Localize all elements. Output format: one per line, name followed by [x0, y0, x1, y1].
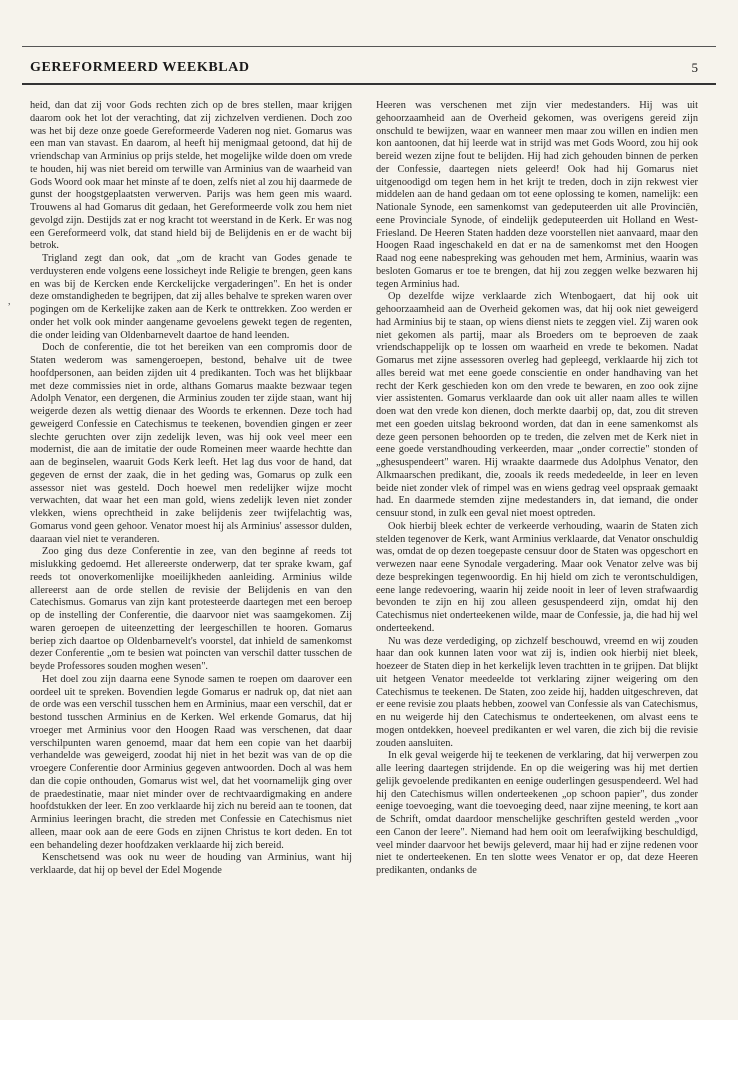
paragraph: Het doel zou zijn daarna eene Synode samen te roepen om daarover een oordeel uit te spreken. Bovendien legde Gomarus er nadruk op, dat niet aan de orde was een verschil tusschen hem en Arminius, maar een verschil, dat er bestond tusschen Arminius en de Kerken. Wel erkende Gomarus, dat hij vroeger met Arminius voor den Hoogen Raad was verschenen, dat daar verschilpunten waren genoemd, maar dat hem een copie van het daarbij verhandelde was geweigerd, zoodat hij niet in het bezit was van de op die vroegere Conferentie door Arminius gegeven antwoorden. Doch al was hem dan die copie onthouden, Gomarus wist wel, dat het voornamelijk ging over de praedestinatie, maar niet minder over de rechtvaardigmaking en andere hoofdstukken der leer. En zoo verklaarde hij zich nu bereid aan te toonen, dat Arminius leeringen bracht, die streden met Confessie en Catechismus niet alleen, maar ook aan de eere Gods en zijnen Christus te kort deden. En tot een behandeling dezer hoofdzaken verklaarde hij zich bereid.	[30, 673, 352, 851]
paragraph: Op dezelfde wijze verklaarde zich Wtenbogaert, dat hij ook uit gehoorzaamheid aan de Overheid gekomen was, dat hij ook niet geweigerd had Arminius bij te staan, op wiens dienst niets te zeggen viel. Zij waren ook niet gekomen als partij, maar als Broeders om te beproeven de zaak vriendschappelijk op te lossen om waarheid en vrede te bekomen. Nadat Gomarus met zijne assessoren overleg had gepleegd, verklaarde hij zich tot alles bereid wat met eene goede conscientie en onder handhaving van het recht der Kerk geschieden kon om den vrede te bewaren, en zoo ook zijne vier assistenten. Gomarus verklaarde dan ook uit aller naam alles te willen doen wat den vrede kon dienen, doch merkte daarbij op, dat, zou dit streven met een goeden uitslag bekroond worden, dat dan in eene samenkomst als deze geen personen behoorden op te treden, die zelven met de Kerk niet in eene goede verstandhouding verkeerden, maar „onder correctie" stonden of „ghesuspendeert" waren. Hij wraakte daarmede dus Adolphus Venator, den Alkmaarschen predikant, die, zooals ik reeds mededeelde, in leer en leven beide niet zonder vlek of rimpel was en wiens gedrag veel opspraak gemaakt had. En daarmede stemden zijne medestanders in, dat iemand, die onder censuur stond, in zulk een geval niet moest optreden.	[376, 291, 698, 519]
paragraph: Doch de conferentie, die tot het bereiken van een compromis door de Staten wederom was samengeroepen, bestond, behalve uit de twee hoofdpersonen, aan beiden zijden uit 4 predikanten. Toch was het blijkbaar met deze commissies niet in orde, althans Gomarus maakte bezwaar tegen Adolph Venator, een dergenen, die Arminius zouden ter zijde staan, want hij weigerde dezen als wettig dienaar des Woords te erkennen. Deze toch had geweigerd Confessie en Catechismus te teekenen, bovendien gingen er zeer slechte geruchten over zijn zedelijk leven, was hij ook veel meer een modernist, die aan de imitatie der oude Romeinen meer waarde hechtte dan aan de beginselen, waaruit Gods Kerk leeft. Het lag dus voor de hand, dat gegeven de ernst der zaak, die in het geding was, Gomarus op zulk een assessor niet was gesteld. Doch hoewel men redelijker wijze mocht verwachten, dat waar het een man gold, wiens zedelijk leven niet zonder vlekken, wiens oprechtheid in zake belijdenis zeer twijfelachtig was, Gomarus vond geen gehoor. Venator moest hij als Arminius' assessor dulden, daaraan viel niet te veranderen.	[30, 342, 352, 545]
left-column	[30, 100, 352, 878]
right-column	[376, 100, 698, 878]
paragraph: Trigland zegt dan ook, dat „om de kracht van Godes genade te verduysteren ende volgens eene lossicheyt inde Religie te brengen, geen kans en was bij de Kercken ende Kerckelijcke vergaderingen". En het is onder deze omstandigheden te begrijpen, dat zij alles behalve te spreken waren over pogingen om de Kerkelijke zaken aan de Kerk te onttrekken. Zoo werden er onder het volk ook minder aangename gevoelens gewekt tegen de regenten, die onder leiding van Oldenbarnevelt daartoe de hand leenden.	[30, 253, 352, 341]
page-title: GEREFORMEERD WEEKBLAD	[30, 60, 250, 75]
paragraph: Kenschetsend was ook nu weer de houding van Arminius, want hij verklaarde, dat hij op bevel der Edel Mogende	[30, 852, 352, 876]
paragraph: heid, dan dat zij voor Gods rechten zich op de bres stellen, maar krijgen daarom ook het lot der verachting, dat zij zichzelven verdienen. Doch zoo was het bij deze onze goede Gereformeerde Vaderen nog niet. Gomarus was een man van stavast. En daarom, al heeft hij menigmaal getoond, dat hij de vriendschap van Arminius op prijs stelde, het mogelijke wilde doen om vrede te houden, hij was niet bereid om terwille van Arminius van de waarheid van Gods Woord ook maar het minste af te doen, zelfs niet al zou hij daarmede de gunst der hoogstgeplaatsten verwerven. Parijs was hem geen mis waard. Trouwens al had Gomarus dit gedaan, het Gereformeerde volk zou hem niet gevolgd zijn. Destijds zat er nog kracht tot weerstand in de Kerk. Er was nog een Gereformeerd volk, dat stand hield bij de Belijdenis en er de wacht bij betrok.	[30, 100, 352, 252]
page-number: 5	[691, 60, 698, 75]
header-rule	[22, 83, 716, 85]
paragraph: Zoo ging dus deze Conferentie in zee, van den beginne af reeds tot mislukking gedoemd. Het allereerste onderwerp, dat ter sprake kwam, gaf reeds tot onoverkomenlijke moeilijkheden aanleiding. Arminius wilde allereerst aan de orde stellen de revisie der Belijdenis en van den Catechismus. Gomarus van zijn kant protesteerde daartegen met een beroep op de instelling der Conferentie, die daarvoor niet was saamgekomen. Zij waren geroepen de uiteenzetting der leergeschillen te hooren. Gomarus beriep zich daartoe op Oldenbarnevelt's voorstel, dat inhield de samenkomst dezer Conferentie „om te besien wat poincten van verschil datter tusschen de beyde Professores souden moghen wesen".	[30, 546, 352, 672]
paragraph: Nu was deze verdediging, op zichzelf beschouwd, vreemd en wij zouden haar dan ook kunnen laten voor wat zij is, indien ook hierbij niet bleek, hoezeer de Staten diep in het kerkelijk leven trachtten in te grijpen. Dat blijkt uit hetgeen Venator meedeelde tot verklaring zijner weigering om den Catechismus te teekenen. De Staten, zoo zeide hij, hadden uitgeschreven, dat er eene revisie zou plaats hebben, zoowel van Confessie als van Catechismus, en nu weigerde hij den Catechismus te onderteekenen, om alvast eens te mogen ontdekken, hoeveel predikanten er wel varen, die zich bij die revisie zouden aansluiten.	[376, 635, 698, 749]
top-rule	[22, 46, 716, 47]
paragraph: In elk geval weigerde hij te teekenen de verklaring, dat hij verwerpen zou alle leering daartegen strijdende. En op die weigering was hij met dertien gelijk gevoelende predikanten en eenige ouderlingen gesuspendeerd. Wel had hij den Catechismus willen onderteekenen „op schoon papier", dus zonder eenige toevoeging, want die toevoeging deed, naar zijne meening, te kort aan de Schrift, omdat daardoor menschelijke geschriften gesteld werden „voor een Canon der leere". Niemand had hem ooit om leerafwijking beschuldigd, veel minder daarvoor het bewijs geleverd, maar hij had er zijne redenen voor niet te onderteekenen. En ten slotte wees Venator er op, dat deze Heeren predikanten, ondanks de	[376, 750, 698, 876]
bottom-margin	[0, 1020, 738, 1068]
paragraph: Ook hierbij bleek echter de verkeerde verhouding, waarin de Staten zich stelden tegenover de Kerk, want Arminius verklaarde, dat Venator onschuldig was, omdat de op dezen toegepaste censuur door de Staten was opgeschort en verwezen naar eene Synodale vergadering. Maar ook Venator zelve was bij deze besprekingen tegenwoordig. En hij hield om zich te verontschuldigen, eene lange redevoering, waarin hij zeide nooit in leer of leven strafwaardig bevonden te zijn en hij zou alleen gesuspendeerd zijn, omdat hij den Catechismus niet onderteekenen wilde, maar de Confessie, ja, die had hij wel onderteekend.	[376, 520, 698, 634]
gutter-mark: ,	[8, 296, 11, 307]
page-header	[30, 60, 698, 82]
paragraph: Heeren was verschenen met zijn vier medestanders. Hij was uit gehoorzaamheid aan de Overheid gekomen, was overigens gereid zijn onschuld te bewijzen, waar en wanneer men maar zou willen en indien men kon aantoonen, dat hij leerde wat in strijd was met Gods Woord, zou hij ook bereid wezen zijne fout te belijden. Hij had zich gehouden binnen de perken der Confessie, daartegen niets geleerd! Ook had hij Gomarus niet uitgenoodigd om tegen hem in het krijt te treden, doch in zijn rekwest vier middelen aan de hand gedaan om tot eene oplossing te komen, namelijk: een Nationale Synode, een samenkomst van gedeputeerden uit alle Provinciën, eene Provinciale Synode, of eindelijk gedeputeerden uit Holland en West-Friesland. De Heeren Staten hadden deze voorstellen niet aanvaard, maar den Hoogen Raad ingeschakeld en dat er na de samenkomst met den Hoogen Raad nog eene nabespreking was gehouden met hem, Arminius, waarin was besloten Gomarus er toe te brengen, dat hij zou zeggen welke bezwaren hij tegen Arminius had.	[376, 100, 698, 290]
